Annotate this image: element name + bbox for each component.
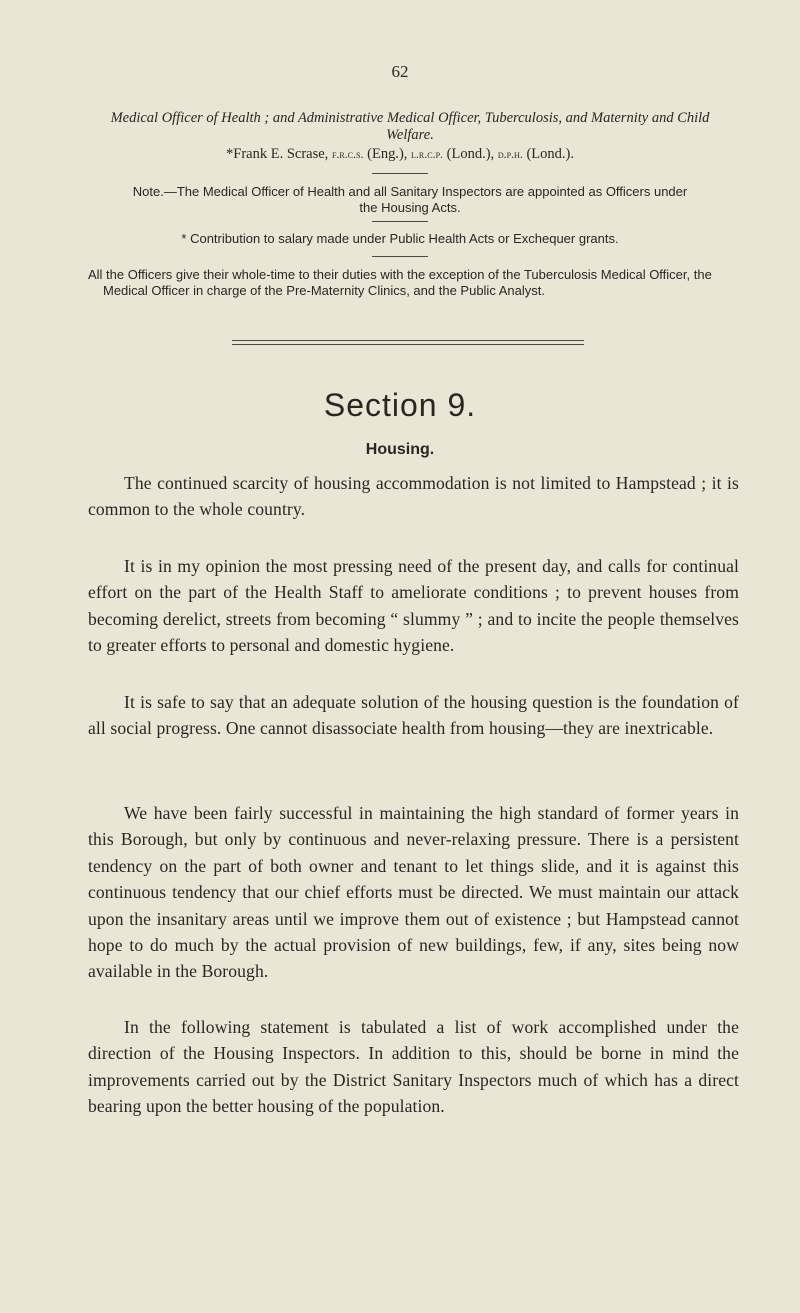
qualification-lrcp-origin: (Lond.),: [443, 146, 498, 162]
paragraph: It is safe to say that an adequate solution of the housing question is the foundation of all social progress. One cannot disassociate health from housing—they are inextricable.: [88, 692, 739, 739]
whole-time-officers-note: All the Officers give their whole-time to their duties with the exception of the Tuberculosis Medical Officer, the Medical Officer in charge of the Pre-Maternity Clinics, and the Public Analyst.: [88, 267, 712, 298]
salary-contribution-note: * Contribution to salary made under Public Health Acts or Exchequer grants.: [181, 231, 619, 246]
divider-rule: [372, 256, 428, 257]
divider-rule: [372, 221, 428, 222]
officer-name: *Frank E. Scrase,: [226, 146, 332, 162]
page-number: 62: [391, 62, 409, 81]
section-separator: [232, 340, 584, 345]
officer-title: Medical Officer of Health ; and Administrative Medical Officer, Tuberculosis, and Maternity and Child Welfare.: [110, 110, 710, 143]
section-heading: Section 9.: [323, 387, 477, 423]
section-subheading: Housing.: [365, 441, 435, 458]
qualification-lrcp: l.r.c.p.: [411, 147, 444, 161]
qualification-frcs: f.r.c.s.: [331, 147, 364, 161]
qualification-frcs-origin: (Eng.),: [363, 146, 412, 162]
paragraph: In the following statement is tabulated a list of work accomplished under the direction of the Housing Inspectors. In addition to this, should be borne in mind the improvements carried out by the District Sanitary Inspectors much of which has a direct bearing upon the better housing of the population.: [88, 1017, 739, 1117]
paragraph: It is in my opinion the most pressing need of the present day, and calls for continual effort on the part of the Health Staff to ameliorate conditions ; to prevent houses from becoming derelict, streets from becoming “ slummy ” ; and to incite the people themselves to greater efforts to personal and domestic hygiene.: [88, 556, 739, 656]
housing-acts-note: Note.—The Medical Officer of Health and all Sanitary Inspectors are appointed as Officers under the Housing Acts.: [132, 184, 688, 215]
qualification-dph: d.p.h.: [497, 147, 523, 161]
divider-rule: [372, 173, 428, 174]
officer-name-line: [0, 146, 800, 163]
qualification-dph-origin: (Lond.).: [522, 146, 574, 162]
paragraph: We have been fairly successful in maintaining the high standard of former years in this Borough, but only by continuous and never-relaxing pressure. There is a persistent tendency on the part of both owner and tenant to let things slide, and it is against this continuous tendency that our chief efforts must be directed. We must maintain our attack upon the insanitary areas until we improve them out of existence ; but Hampstead cannot hope to do much by the actual provision of new buildings, few, if any, sites being now available in the Borough.: [88, 803, 739, 982]
paragraph: The continued scarcity of housing accommodation is not limited to Hampstead ; it is common to the whole country.: [88, 473, 739, 520]
